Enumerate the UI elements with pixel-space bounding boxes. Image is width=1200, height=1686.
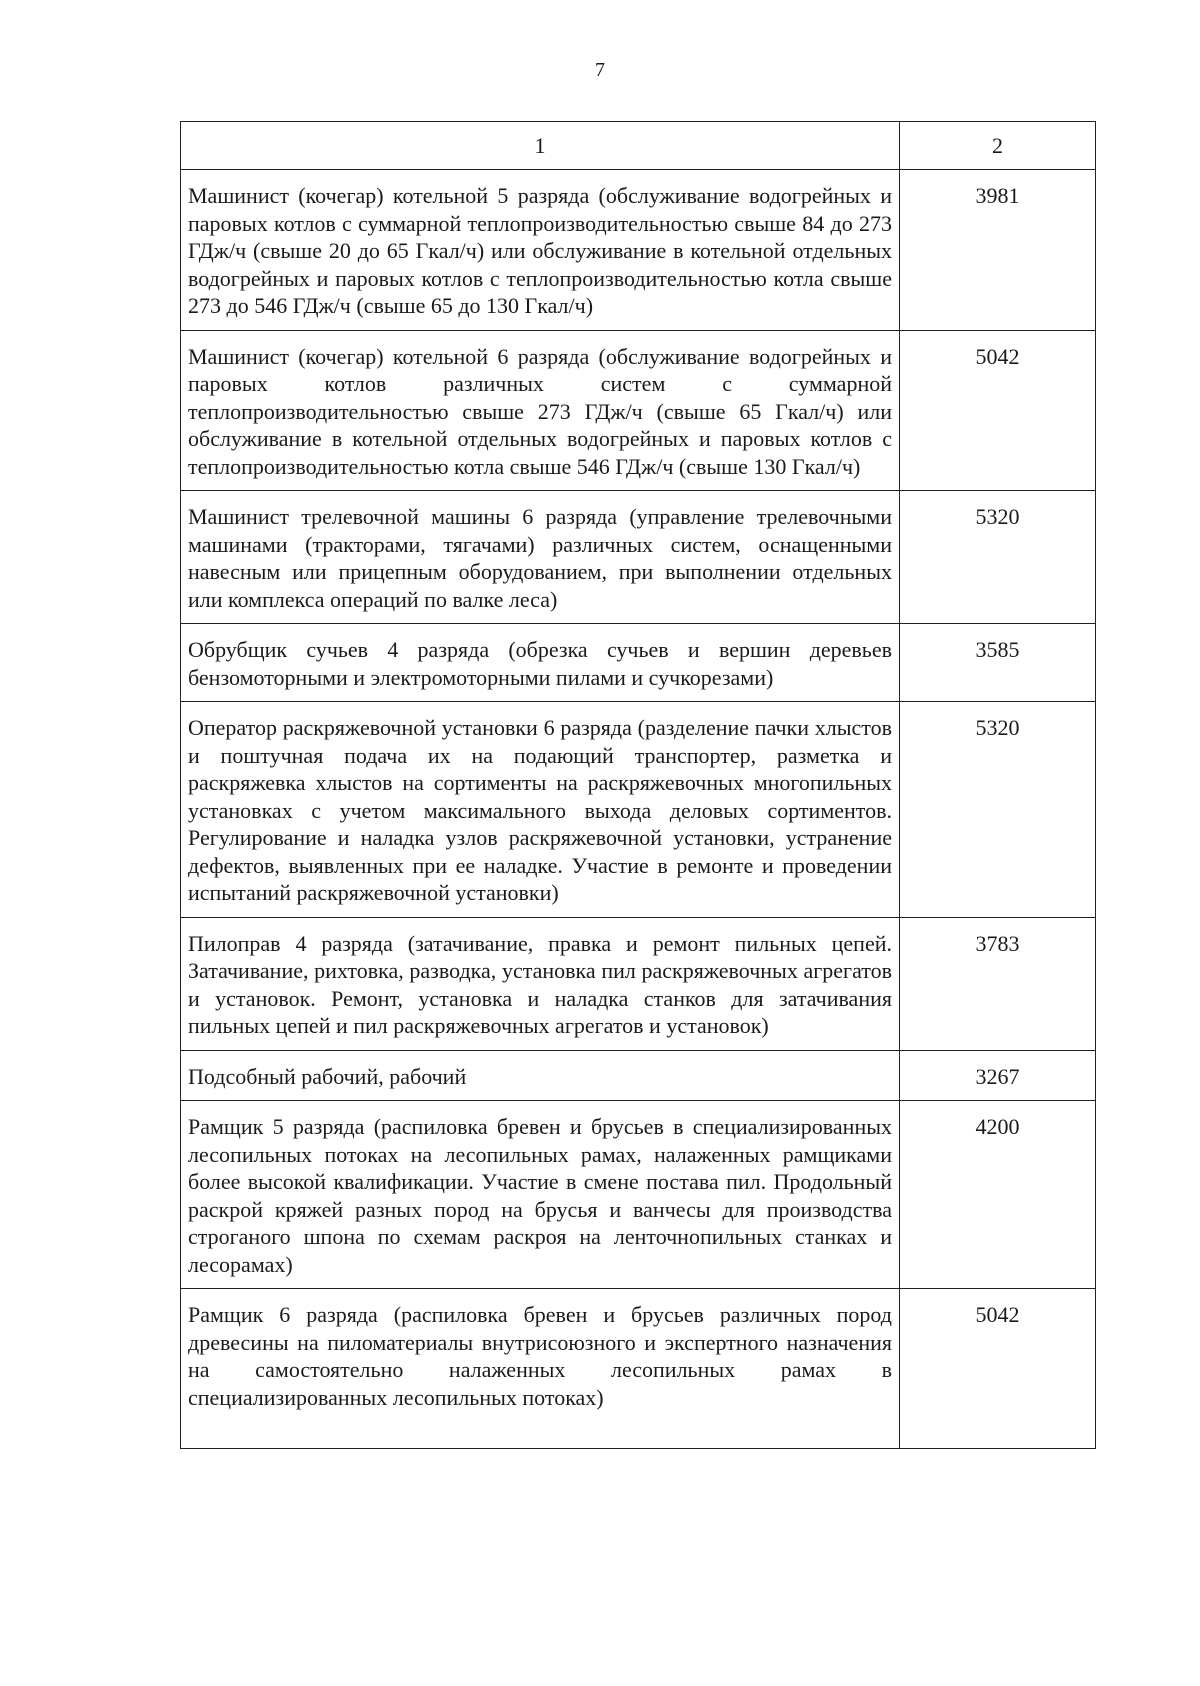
position-description: Машинист (кочегар) котельной 5 разряда (обслуживание водогрейных и паровых котлов с суммарной теплопроизводительностью свыше 84 до 273 ГДж/ч (свыше 20 до 65 Гкал/ч) или обслуживание в котельной отдельных водогрейных и паровых котлов с теплопроизводительностью котла свыше 273 до 546 ГДж/ч (свыше 65 до 130 Гкал/ч): [181, 170, 900, 331]
column-header-1: 1: [181, 122, 900, 170]
wage-value: 3783: [900, 917, 1096, 1050]
wage-value: 4200: [900, 1101, 1096, 1289]
position-description: Обрубщик сучьев 4 разряда (обрезка сучьев и вершин деревьев бензомоторными и электромоторными пилами и сучкорезами): [181, 624, 900, 702]
position-description: Пилоправ 4 разряда (затачивание, правка и ремонт пильных цепей. Затачивание, рихтовка, разводка, установка пил раскряжевочных агрегатов и установок. Ремонт, установка и наладка станков для затачивания пильных цепей и пил раскряжевочных агрегатов и установок): [181, 917, 900, 1050]
table-row: [181, 1050, 1096, 1101]
wage-table: [180, 121, 1096, 1449]
position-description: Машинист трелевочной машины 6 разряда (управление трелевочными машинами (тракторами, тягачами) различных систем, оснащенными навесным или прицепным оборудованием, при выполнении отдельных или комплекса операций по валке леса): [181, 491, 900, 624]
position-description: Оператор раскряжевочной установки 6 разряда (разделение пачки хлыстов и поштучная подача их на подающий транспортер, разметка и раскряжевка хлыстов на сортименты на раскряжевочных многопильных установках с учетом максимального выхода деловых сортиментов. Регулирование и наладка узлов раскряжевочной установки, устранение дефектов, выявленных при ее наладке. Участие в ремонте и проведении испытаний раскряжевочной установки): [181, 702, 900, 918]
table-row: [181, 702, 1096, 918]
position-description: Рамщик 6 разряда (распиловка бревен и брусьев различных пород древесины на пиломатериалы внутрисоюзного и экспертного назначения на самостоятельно налаженных лесопильных рамах в специализированных лесопильных потоках): [181, 1289, 900, 1449]
wage-value: 3981: [900, 170, 1096, 331]
wage-value: 5042: [900, 330, 1096, 491]
wage-value: 5042: [900, 1289, 1096, 1449]
table-row: [181, 624, 1096, 702]
wage-value: 5320: [900, 491, 1096, 624]
position-description: Рамщик 5 разряда (распиловка бревен и брусьев в специализированных лесопильных потоках на лесопильных рамах, налаженных рамщиками более высокой квалификации. Участие в смене постава пил. Продольный раскрой кряжей разных пород на брусья и ванчесы для производства строганого шпона по схемам раскроя на ленточнопильных станках и лесорамах): [181, 1101, 900, 1289]
table-row: [181, 491, 1096, 624]
table-header-row: [181, 122, 1096, 170]
column-header-2: 2: [900, 122, 1096, 170]
table-row: [181, 1101, 1096, 1289]
table-row: [181, 330, 1096, 491]
page-number: 7: [595, 59, 605, 81]
wage-value: 3267: [900, 1050, 1096, 1101]
wage-value: 3585: [900, 624, 1096, 702]
position-description: Машинист (кочегар) котельной 6 разряда (обслуживание водогрейных и паровых котлов различных систем с суммарной теплопроизводительностью свыше 273 ГДж/ч (свыше 65 Гкал/ч) или обслуживание в котельной отдельных водогрейных и паровых котлов с теплопроизводительностью котла свыше 546 ГДж/ч (свыше 130 Гкал/ч): [181, 330, 900, 491]
table-row: [181, 170, 1096, 331]
position-description: Подсобный рабочий, рабочий: [181, 1050, 900, 1101]
table-row: [181, 1289, 1096, 1449]
table-row: [181, 917, 1096, 1050]
wage-value: 5320: [900, 702, 1096, 918]
